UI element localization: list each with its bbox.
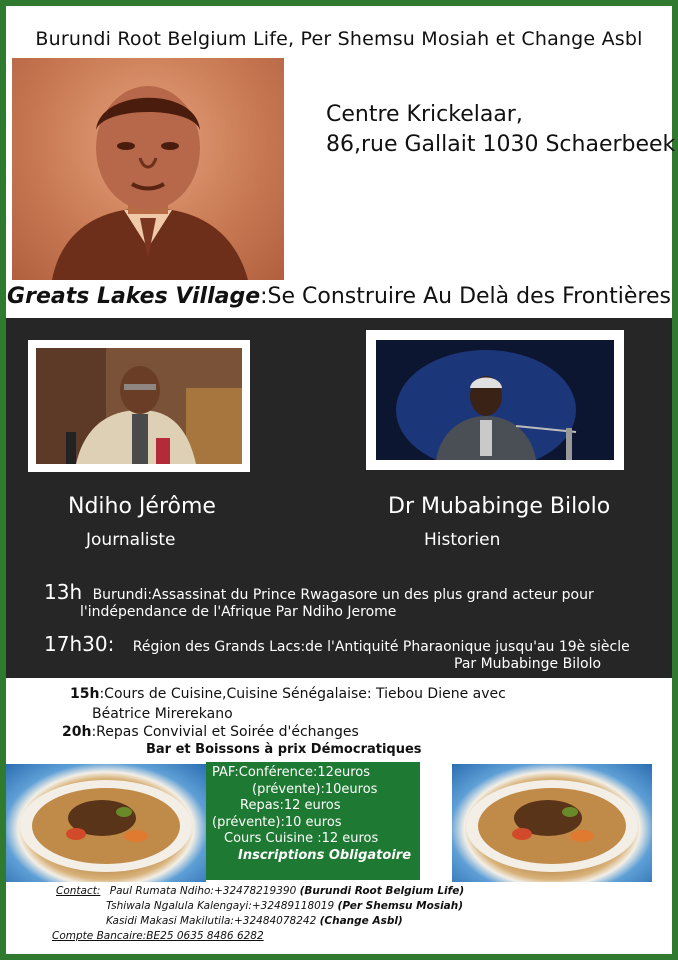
portrait-photo [12,58,284,280]
bar-note: Bar et Boissons à prix Démocratiques [146,742,422,757]
event-theme-title: Greats Lakes Village [7,284,261,309]
contact-row-1 [56,884,464,899]
contact-3-org: (Change Asbl) [319,915,403,927]
speaker-role-ndiho: Journaliste [86,530,176,550]
price-conference: PAF:Conférence:12euros [212,765,370,780]
dish-illustration-left [6,764,206,882]
contact-1-text: Paul Rumata Ndiho:+32478219390 [109,885,297,897]
program-title: Région des Grands Lacs:de l'Antiquité Pharaonique jusqu'au 19è siècle [132,639,630,655]
program-time: 17h30: [44,632,115,656]
organizers-heading: Burundi Root Belgium Life, Per Shemsu Mosiah et Change Asbl [35,28,643,50]
event-theme [0,284,678,309]
program-item-13h [44,580,594,604]
cooking-title: :Cours de Cuisine,Cuisine Sénégalaise: Tiebou Diene avec [99,686,506,702]
contact-label: Contact: [56,885,101,897]
price-cooking: Cours Cuisine :12 euros [224,831,379,846]
speaker-photo-ndiho-illustration [36,348,242,464]
program-title: Burundi:Assassinat du Prince Rwagasore un des plus grand acteur pour [92,587,594,603]
contact-row-2 [56,899,464,914]
speaker-photo-ndiho [28,340,250,472]
contact-row-3 [56,914,464,929]
program-time: 13h [44,580,83,604]
contact-block [52,884,465,944]
price-meal: Repas:12 euros [240,798,341,813]
dish-photo-right [452,764,652,882]
speaker-photo-bilolo-illustration [376,340,614,460]
speaker-photo-bilolo [366,330,624,470]
dinner [62,724,359,740]
price-meal-presale: (prévente):10 euros [212,814,342,830]
cooking-time: 15h [70,686,100,702]
cooking-host: Béatrice Mirerekano [92,706,233,722]
bank-account: Compte Bancaire:BE25 0635 8486 6282 [52,930,264,942]
cooking-class [70,686,506,702]
dish-photo-left [6,764,206,882]
dinner-title: :Repas Convivial et Soirée d'échanges [91,724,359,740]
price-box [206,762,420,880]
program-item-17h30 [44,632,630,656]
venue-street: 86,rue Gallait 1030 Schaerbeek [326,132,676,157]
contact-1-org: (Burundi Root Belgium Life) [299,885,465,897]
dish-illustration-right [452,764,652,882]
speaker-role-bilolo: Historien [424,530,501,550]
dinner-time: 20h [62,724,92,740]
program-item-13h-detail: l'indépendance de l'Afrique Par Ndiho Jerome [80,604,397,620]
portrait-illustration [12,58,284,280]
contact-3-text: Kasidi Makasi Makilutila:+32484078242 [106,915,317,927]
price-conference-presale: (prévente):10euros [252,781,378,797]
program-item-17h30-detail: Par Mubabinge Bilolo [454,656,602,672]
speaker-name-bilolo: Dr Mubabinge Bilolo [388,494,611,519]
venue-address [326,100,675,160]
speaker-name-ndiho: Ndiho Jérôme [68,494,216,519]
contact-2-org: (Per Shemsu Mosiah) [337,900,464,912]
contact-2-text: Tshiwala Ngalula Kalengayi:+32489118019 [106,900,335,912]
venue-name: Centre Krickelaar, [326,102,523,127]
registration-note: Inscriptions Obligatoire [238,847,412,863]
event-theme-subtitle: :Se Construire Au Delà des Frontières [260,284,671,309]
